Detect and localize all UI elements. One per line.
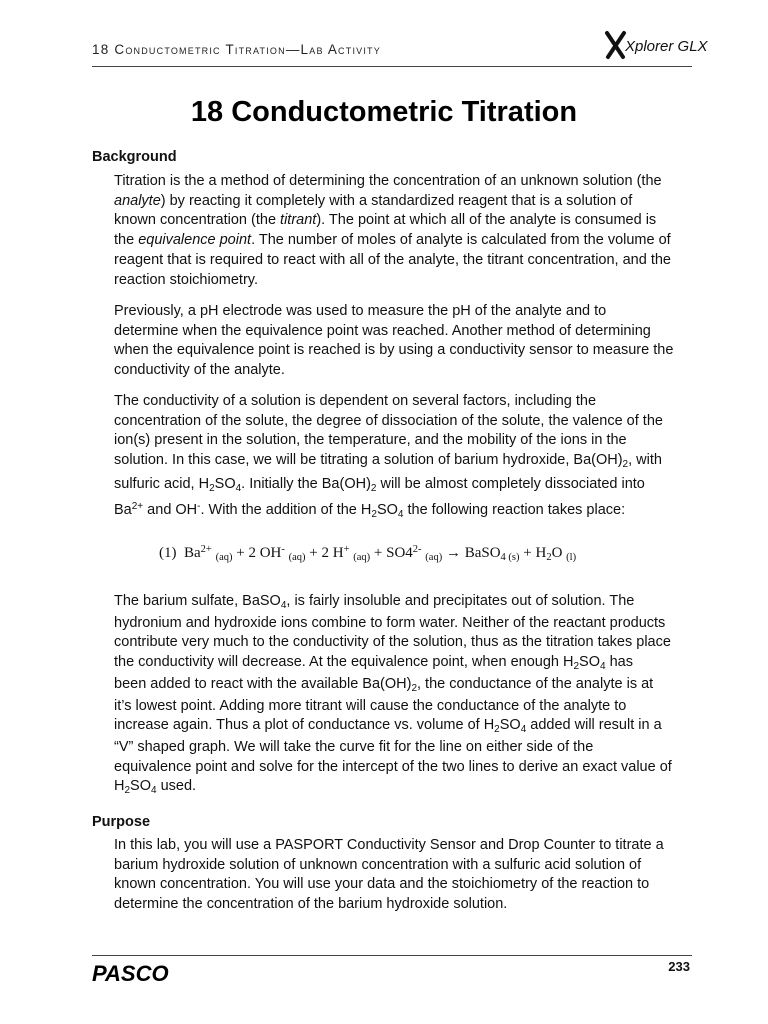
xplorer-glx-logo — [604, 28, 708, 62]
text-line: the conductivity will decrease. At the equivalence point, when enough $H_2SO_4$ has — [114, 654, 633, 673]
background-heading: Background — [92, 149, 177, 165]
purpose-paragraph — [114, 836, 692, 915]
text-line: “V” shaped graph. We will take the curve fit for the line on either side of the — [114, 738, 594, 755]
text-line: solution. In this case, we will be titrating a solution of barium hydroxide, $Ba(OH)_2$, with — [114, 452, 662, 471]
running-header-title: 18 Conductometric Titration—Lab Activity — [92, 42, 381, 57]
text-line: the equivalence point. The number of moles of analyte is calculated from the volume of — [114, 232, 671, 249]
text-line: $Ba^{2+}$ and OH-. With the addition of the $H_2SO_4$ the following reaction takes place: — [114, 500, 626, 520]
header-rule — [92, 66, 692, 67]
text-line: Previously, a pH electrode was used to measure the pH of the analyte and to — [114, 303, 607, 319]
text-line: reagent that is required to react with all of the analyte, the titrant concentration, and the — [114, 251, 671, 268]
text-line: equivalence point and solve for the intercept of the two lines to derive an exact value of — [114, 758, 672, 775]
text-line: it’s lowest point. Adding more titrant will cause the conductance of the analyte to — [114, 697, 627, 714]
xplorer-logo-text: Xplorer GLX — [625, 38, 708, 55]
text-line: determine the concentration of the barium hydroxide solution. — [114, 896, 508, 913]
text-line: analyte) by reacting it completely with a standardized reagent that is a solution of — [114, 192, 633, 209]
xplorer-x-mark — [607, 33, 624, 57]
text-line: ion(s) present in the solution, the temperature, and the mobility of the ions in the — [114, 432, 627, 449]
background-paragraph-2 — [114, 302, 692, 381]
text-line: In this lab, you will use a PASPORT Conductivity Sensor and Drop Counter to titrate a — [114, 837, 664, 853]
text-line: reaction stoichiometry. — [114, 271, 258, 288]
text-line: $H_2SO_4$ used. — [114, 778, 197, 797]
text-line: been added to react with the available $Ba(OH)_2$, the conductance of the analyte is at — [114, 675, 654, 694]
text-line: hydronium and hydroxide ions combine to form water. Neither of the reactant products — [114, 614, 666, 631]
text-line: The conductivity of a solution is dependent on several factors, including the — [114, 393, 597, 409]
text-line: known concentration. You will use your data and the stoichiometry of the reaction to — [114, 876, 650, 893]
pasco-logo-text: PASCO — [92, 961, 169, 986]
text-line: when the equivalence point is reached is by using a conductivity sensor to measure the — [114, 342, 674, 359]
text-line: barium hydroxide solution of unknown concentration with a sulfuric acid solution of — [114, 856, 642, 873]
page-number: 233 — [668, 959, 690, 974]
text-line: conductivity of the analyte. — [114, 362, 285, 379]
text-line: increase again. Thus a plot of conductance vs. volume of $H_2SO_4$ added will result in a — [114, 717, 662, 736]
background-paragraph-3 — [114, 392, 692, 520]
text-line: determine when the equivalence point was reached. Another method of determining — [114, 322, 651, 339]
pasco-logo — [92, 962, 176, 984]
page-title: 18 Conductometric Titration — [190, 96, 578, 128]
text-line: contribute very much to the conductivity of the solution, thus as the titration takes place — [114, 634, 671, 651]
text-line: The barium sulfate, BaSO$_4$, is fairly insoluble and precipitates out of solution. The — [114, 593, 635, 611]
text-line: sulfuric acid, $H_2SO_4$. Initially the $Ba(OH)_2$ will be almost completely dissociated into — [114, 475, 645, 494]
footer-rule — [92, 955, 692, 956]
text-line: Titration is the a method of determining the concentration of an unknown solution (the — [114, 173, 662, 189]
background-paragraph-4 — [114, 592, 692, 797]
reaction-equation: (1) $Ba^{2+}$ $_{(aq)}$ + 2 OH- $_{(aq)}$ + 2 H+ $_{(aq)} + SO4^{2-}$ $_{(aq)}$ → BaSO$_{4 (s)}$ + $H_2O$ $_{(l)}$ — [159, 544, 577, 563]
text-line: known concentration (the titrant). The point at which all of the analyte is consumed is — [114, 212, 657, 229]
text-line: concentration of the solute, the degree of dissociation of the solute, the valence of the — [114, 412, 663, 429]
purpose-heading: Purpose — [92, 814, 151, 830]
background-paragraph-1 — [114, 172, 692, 290]
